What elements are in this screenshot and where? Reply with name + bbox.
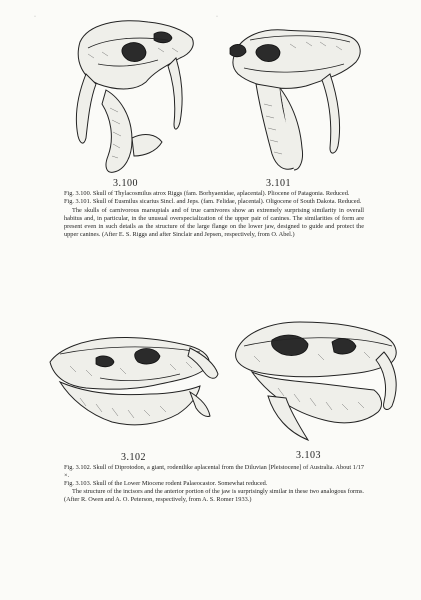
- figure-number-3-102: 3.102: [121, 452, 146, 463]
- diprotodon-skull-illustration: [40, 318, 220, 448]
- caption-3-100: Fig. 3.100. Skull of Thylacosmilus atrox Riggs (fam. Borhyaenidae, aplacental). Pliocene of Patagonia. Reduced.: [64, 190, 350, 197]
- margin-mark: ·: [34, 14, 36, 20]
- lower-caption-block: [64, 464, 364, 504]
- upper-caption-block: [64, 190, 364, 238]
- caption-3-103: Fig. 3.103. Skull of the Lower Miocene rodent Palaeocastor. Somewhat reduced.: [64, 479, 268, 487]
- figure-number-3-103: 3.103: [296, 450, 321, 461]
- palaeocastor-skull-illustration: [228, 312, 403, 452]
- upper-paragraph: The skulls of carnivorous marsupials and of true carnivores show an extremely surprising similarity in overall habitus and, in particular, in the unusual overspecialization of the upper pair of canines. The similarities of form are present even in such details as the structure of the large flange on the lower jaw, designed to guide and protect the upper canines. (After E. S. Riggs and after Sinclair and Jepsen, respectively, from O. Abel.): [64, 206, 364, 238]
- caption-3-101: Fig. 3.101. Skull of Eusmilus sicarius Sincl. and Jeps. (fam. Felidae, placental). Oligocene of South Dakota. Reduced.: [64, 197, 362, 205]
- thylacosmilus-skull-illustration: [58, 8, 208, 178]
- margin-mark: ·: [216, 14, 218, 20]
- caption-3-102: Fig. 3.102. Skull of Diprotodon, a giant, rodentlike aplacental from the Diluvian [Pleistocene] of Australia. About 1/17 ×.: [64, 464, 364, 479]
- figure-number-3-101: 3.101: [266, 178, 291, 189]
- lower-paragraph: The structure of the incisors and the anterior portion of the jaw is surprisingly similar in these two analogous forms. (After R. Owen and A. O. Peterson, respectively, from A. S. Romer 1933.): [64, 487, 364, 503]
- figure-number-3-100: 3.100: [113, 178, 138, 189]
- eusmilus-skull-illustration: [220, 8, 370, 183]
